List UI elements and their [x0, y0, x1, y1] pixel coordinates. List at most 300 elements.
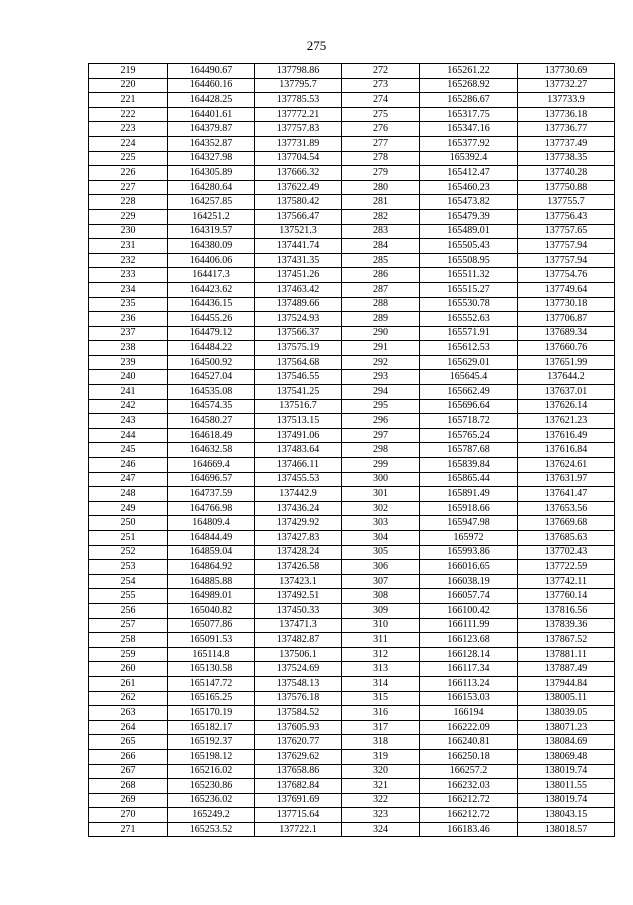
y-coordinate-cell: 137524.69: [255, 662, 342, 677]
x-coordinate-cell: 165505.43: [420, 239, 518, 254]
point-number-cell: 235: [89, 297, 168, 312]
x-coordinate-cell: 166016.65: [420, 560, 518, 575]
x-coordinate-cell: 165839.84: [420, 458, 518, 473]
table-row: [89, 209, 615, 224]
table-row: [89, 312, 615, 327]
y-coordinate-cell: 137702.43: [518, 545, 615, 560]
point-number-cell: 318: [342, 735, 420, 750]
table-row: [89, 735, 615, 750]
point-number-cell: 324: [342, 822, 420, 837]
y-coordinate-cell: 137548.13: [255, 676, 342, 691]
y-coordinate-cell: 137742.11: [518, 574, 615, 589]
x-coordinate-cell: 165165.25: [168, 691, 255, 706]
x-coordinate-cell: 165696.64: [420, 399, 518, 414]
point-number-cell: 258: [89, 633, 168, 648]
point-number-cell: 312: [342, 647, 420, 662]
y-coordinate-cell: 137491.06: [255, 428, 342, 443]
y-coordinate-cell: 137651.99: [518, 355, 615, 370]
point-number-cell: 249: [89, 501, 168, 516]
x-coordinate-cell: 165286.67: [420, 93, 518, 108]
point-number-cell: 256: [89, 603, 168, 618]
table-row: [89, 282, 615, 297]
x-coordinate-cell: 166117.34: [420, 662, 518, 677]
x-coordinate-cell: 165114.8: [168, 647, 255, 662]
y-coordinate-cell: 137757.83: [255, 122, 342, 137]
y-coordinate-cell: 138019.74: [518, 793, 615, 808]
y-coordinate-cell: 137704.54: [255, 151, 342, 166]
point-number-cell: 223: [89, 122, 168, 137]
x-coordinate-cell: 164423.62: [168, 282, 255, 297]
point-number-cell: 316: [342, 706, 420, 721]
x-coordinate-cell: 164535.08: [168, 385, 255, 400]
point-number-cell: 254: [89, 574, 168, 589]
y-coordinate-cell: 138019.74: [518, 764, 615, 779]
y-coordinate-cell: 137736.77: [518, 122, 615, 137]
y-coordinate-cell: 137867.52: [518, 633, 615, 648]
y-coordinate-cell: 138011.55: [518, 779, 615, 794]
point-number-cell: 243: [89, 414, 168, 429]
y-coordinate-cell: 137722.1: [255, 822, 342, 837]
table-row: [89, 443, 615, 458]
point-number-cell: 234: [89, 282, 168, 297]
table-row: [89, 93, 615, 108]
x-coordinate-cell: 165198.12: [168, 749, 255, 764]
x-coordinate-cell: 165130.58: [168, 662, 255, 677]
table-row: [89, 107, 615, 122]
x-coordinate-cell: 166194: [420, 706, 518, 721]
table-row: [89, 180, 615, 195]
point-number-cell: 319: [342, 749, 420, 764]
point-number-cell: 219: [89, 64, 168, 79]
y-coordinate-cell: 137483.64: [255, 443, 342, 458]
x-coordinate-cell: 165787.68: [420, 443, 518, 458]
point-number-cell: 305: [342, 545, 420, 560]
point-number-cell: 233: [89, 268, 168, 283]
point-number-cell: 279: [342, 166, 420, 181]
y-coordinate-cell: 137631.97: [518, 472, 615, 487]
y-coordinate-cell: 137541.25: [255, 385, 342, 400]
x-coordinate-cell: 166111.99: [420, 618, 518, 633]
y-coordinate-cell: 137436.24: [255, 501, 342, 516]
x-coordinate-cell: 164305.89: [168, 166, 255, 181]
x-coordinate-cell: 166232.03: [420, 779, 518, 794]
x-coordinate-cell: 166212.72: [420, 793, 518, 808]
x-coordinate-cell: 165077.86: [168, 618, 255, 633]
y-coordinate-cell: 137451.26: [255, 268, 342, 283]
table-row: [89, 720, 615, 735]
point-number-cell: 296: [342, 414, 420, 429]
table-row: [89, 370, 615, 385]
point-number-cell: 220: [89, 78, 168, 93]
table-row: [89, 516, 615, 531]
y-coordinate-cell: 137441.74: [255, 239, 342, 254]
y-coordinate-cell: 137772.21: [255, 107, 342, 122]
table-row: [89, 779, 615, 794]
point-number-cell: 252: [89, 545, 168, 560]
y-coordinate-cell: 137546.55: [255, 370, 342, 385]
table-row: [89, 399, 615, 414]
point-number-cell: 286: [342, 268, 420, 283]
x-coordinate-cell: 164460.16: [168, 78, 255, 93]
x-coordinate-cell: 165508.95: [420, 253, 518, 268]
y-coordinate-cell: 137626.14: [518, 399, 615, 414]
table-row: [89, 136, 615, 151]
table-row: [89, 822, 615, 837]
point-number-cell: 280: [342, 180, 420, 195]
y-coordinate-cell: 137506.1: [255, 647, 342, 662]
point-number-cell: 222: [89, 107, 168, 122]
point-number-cell: 264: [89, 720, 168, 735]
point-number-cell: 227: [89, 180, 168, 195]
table-row: [89, 589, 615, 604]
point-number-cell: 253: [89, 560, 168, 575]
point-number-cell: 283: [342, 224, 420, 239]
y-coordinate-cell: 137575.19: [255, 341, 342, 356]
coordinates-table-body: [89, 64, 615, 837]
x-coordinate-cell: 164737.59: [168, 487, 255, 502]
point-number-cell: 299: [342, 458, 420, 473]
y-coordinate-cell: 137754.76: [518, 268, 615, 283]
x-coordinate-cell: 164380.09: [168, 239, 255, 254]
y-coordinate-cell: 137706.87: [518, 312, 615, 327]
y-coordinate-cell: 137584.52: [255, 706, 342, 721]
x-coordinate-cell: 165317.75: [420, 107, 518, 122]
table-row: [89, 633, 615, 648]
point-number-cell: 307: [342, 574, 420, 589]
x-coordinate-cell: 165765.24: [420, 428, 518, 443]
point-number-cell: 244: [89, 428, 168, 443]
point-number-cell: 240: [89, 370, 168, 385]
x-coordinate-cell: 165972: [420, 531, 518, 546]
y-coordinate-cell: 137798.86: [255, 64, 342, 79]
x-coordinate-cell: 164527.04: [168, 370, 255, 385]
y-coordinate-cell: 138043.15: [518, 808, 615, 823]
x-coordinate-cell: 165479.39: [420, 209, 518, 224]
y-coordinate-cell: 137756.43: [518, 209, 615, 224]
point-number-cell: 300: [342, 472, 420, 487]
x-coordinate-cell: 165261.22: [420, 64, 518, 79]
table-row: [89, 808, 615, 823]
point-number-cell: 229: [89, 209, 168, 224]
table-row: [89, 428, 615, 443]
y-coordinate-cell: 137755.7: [518, 195, 615, 210]
x-coordinate-cell: 165645.4: [420, 370, 518, 385]
x-coordinate-cell: 166250.18: [420, 749, 518, 764]
x-coordinate-cell: 166113.24: [420, 676, 518, 691]
table-row: [89, 253, 615, 268]
x-coordinate-cell: 164479.12: [168, 326, 255, 341]
point-number-cell: 241: [89, 385, 168, 400]
point-number-cell: 297: [342, 428, 420, 443]
point-number-cell: 278: [342, 151, 420, 166]
table-row: [89, 385, 615, 400]
x-coordinate-cell: 165249.2: [168, 808, 255, 823]
point-number-cell: 248: [89, 487, 168, 502]
point-number-cell: 274: [342, 93, 420, 108]
x-coordinate-cell: 165530.78: [420, 297, 518, 312]
table-row: [89, 268, 615, 283]
y-coordinate-cell: 137757.94: [518, 253, 615, 268]
table-row: [89, 78, 615, 93]
y-coordinate-cell: 137616.84: [518, 443, 615, 458]
point-number-cell: 245: [89, 443, 168, 458]
table-row: [89, 793, 615, 808]
table-row: [89, 560, 615, 575]
y-coordinate-cell: 137733.9: [518, 93, 615, 108]
y-coordinate-cell: 137660.76: [518, 341, 615, 356]
x-coordinate-cell: 164251.2: [168, 209, 255, 224]
table-row: [89, 64, 615, 79]
y-coordinate-cell: 137566.47: [255, 209, 342, 224]
point-number-cell: 221: [89, 93, 168, 108]
x-coordinate-cell: 165629.01: [420, 355, 518, 370]
y-coordinate-cell: 137730.18: [518, 297, 615, 312]
x-coordinate-cell: 164401.61: [168, 107, 255, 122]
point-number-cell: 270: [89, 808, 168, 823]
x-coordinate-cell: 166038.19: [420, 574, 518, 589]
x-coordinate-cell: 165552.63: [420, 312, 518, 327]
x-coordinate-cell: 164766.98: [168, 501, 255, 516]
y-coordinate-cell: 137621.23: [518, 414, 615, 429]
y-coordinate-cell: 137489.66: [255, 297, 342, 312]
point-number-cell: 224: [89, 136, 168, 151]
table-row: [89, 676, 615, 691]
point-number-cell: 282: [342, 209, 420, 224]
y-coordinate-cell: 137524.93: [255, 312, 342, 327]
y-coordinate-cell: 137666.32: [255, 166, 342, 181]
y-coordinate-cell: 137689.34: [518, 326, 615, 341]
point-number-cell: 281: [342, 195, 420, 210]
point-number-cell: 263: [89, 706, 168, 721]
y-coordinate-cell: 137605.93: [255, 720, 342, 735]
point-number-cell: 302: [342, 501, 420, 516]
point-number-cell: 277: [342, 136, 420, 151]
point-number-cell: 236: [89, 312, 168, 327]
x-coordinate-cell: 165182.17: [168, 720, 255, 735]
x-coordinate-cell: 165515.27: [420, 282, 518, 297]
point-number-cell: 292: [342, 355, 420, 370]
point-number-cell: 239: [89, 355, 168, 370]
y-coordinate-cell: 138005.11: [518, 691, 615, 706]
table-row: [89, 618, 615, 633]
point-number-cell: 295: [342, 399, 420, 414]
y-coordinate-cell: 137516.7: [255, 399, 342, 414]
y-coordinate-cell: 138084.69: [518, 735, 615, 750]
point-number-cell: 265: [89, 735, 168, 750]
table-row: [89, 224, 615, 239]
y-coordinate-cell: 137737.49: [518, 136, 615, 151]
y-coordinate-cell: 137463.42: [255, 282, 342, 297]
table-row: [89, 531, 615, 546]
point-number-cell: 261: [89, 676, 168, 691]
y-coordinate-cell: 137691.69: [255, 793, 342, 808]
table-row: [89, 501, 615, 516]
point-number-cell: 269: [89, 793, 168, 808]
x-coordinate-cell: 165230.86: [168, 779, 255, 794]
y-coordinate-cell: 137839.36: [518, 618, 615, 633]
x-coordinate-cell: 164352.87: [168, 136, 255, 151]
x-coordinate-cell: 165147.72: [168, 676, 255, 691]
y-coordinate-cell: 137521.3: [255, 224, 342, 239]
y-coordinate-cell: 137566.37: [255, 326, 342, 341]
x-coordinate-cell: 164280.64: [168, 180, 255, 195]
y-coordinate-cell: 137576.18: [255, 691, 342, 706]
y-coordinate-cell: 137816.56: [518, 603, 615, 618]
point-number-cell: 250: [89, 516, 168, 531]
y-coordinate-cell: 137431.35: [255, 253, 342, 268]
y-coordinate-cell: 137887.49: [518, 662, 615, 677]
y-coordinate-cell: 137658.86: [255, 764, 342, 779]
point-number-cell: 304: [342, 531, 420, 546]
point-number-cell: 230: [89, 224, 168, 239]
point-number-cell: 311: [342, 633, 420, 648]
y-coordinate-cell: 137736.18: [518, 107, 615, 122]
y-coordinate-cell: 137881.11: [518, 647, 615, 662]
point-number-cell: 231: [89, 239, 168, 254]
table-row: [89, 574, 615, 589]
x-coordinate-cell: 166240.81: [420, 735, 518, 750]
y-coordinate-cell: 137513.15: [255, 414, 342, 429]
x-coordinate-cell: 164864.92: [168, 560, 255, 575]
y-coordinate-cell: 137622.49: [255, 180, 342, 195]
x-coordinate-cell: 164500.92: [168, 355, 255, 370]
x-coordinate-cell: 165473.82: [420, 195, 518, 210]
x-coordinate-cell: 164455.26: [168, 312, 255, 327]
y-coordinate-cell: 137471.3: [255, 618, 342, 633]
point-number-cell: 275: [342, 107, 420, 122]
x-coordinate-cell: 166153.03: [420, 691, 518, 706]
point-number-cell: 246: [89, 458, 168, 473]
point-number-cell: 315: [342, 691, 420, 706]
point-number-cell: 323: [342, 808, 420, 823]
x-coordinate-cell: 164809.4: [168, 516, 255, 531]
point-number-cell: 290: [342, 326, 420, 341]
point-number-cell: 291: [342, 341, 420, 356]
y-coordinate-cell: 138039.05: [518, 706, 615, 721]
y-coordinate-cell: 137423.1: [255, 574, 342, 589]
point-number-cell: 247: [89, 472, 168, 487]
x-coordinate-cell: 165993.86: [420, 545, 518, 560]
x-coordinate-cell: 165511.32: [420, 268, 518, 283]
point-number-cell: 285: [342, 253, 420, 268]
point-number-cell: 317: [342, 720, 420, 735]
x-coordinate-cell: 165268.92: [420, 78, 518, 93]
table-row: [89, 691, 615, 706]
point-number-cell: 289: [342, 312, 420, 327]
y-coordinate-cell: 137669.68: [518, 516, 615, 531]
x-coordinate-cell: 166183.46: [420, 822, 518, 837]
point-number-cell: 228: [89, 195, 168, 210]
point-number-cell: 322: [342, 793, 420, 808]
point-number-cell: 284: [342, 239, 420, 254]
point-number-cell: 257: [89, 618, 168, 633]
table-row: [89, 603, 615, 618]
y-coordinate-cell: 137740.28: [518, 166, 615, 181]
point-number-cell: 288: [342, 297, 420, 312]
y-coordinate-cell: 137682.84: [255, 779, 342, 794]
x-coordinate-cell: 165947.98: [420, 516, 518, 531]
table-row: [89, 764, 615, 779]
table-row: [89, 662, 615, 677]
x-coordinate-cell: 165040.82: [168, 603, 255, 618]
x-coordinate-cell: 164257.85: [168, 195, 255, 210]
point-number-cell: 320: [342, 764, 420, 779]
point-number-cell: 260: [89, 662, 168, 677]
x-coordinate-cell: 166222.09: [420, 720, 518, 735]
x-coordinate-cell: 165662.49: [420, 385, 518, 400]
point-number-cell: 321: [342, 779, 420, 794]
x-coordinate-cell: 165571.91: [420, 326, 518, 341]
x-coordinate-cell: 164574.35: [168, 399, 255, 414]
y-coordinate-cell: 137653.56: [518, 501, 615, 516]
point-number-cell: 306: [342, 560, 420, 575]
x-coordinate-cell: 165392.4: [420, 151, 518, 166]
x-coordinate-cell: 164632.58: [168, 443, 255, 458]
table-row: [89, 647, 615, 662]
y-coordinate-cell: 137564.68: [255, 355, 342, 370]
point-number-cell: 294: [342, 385, 420, 400]
x-coordinate-cell: 164319.57: [168, 224, 255, 239]
x-coordinate-cell: 164406.06: [168, 253, 255, 268]
x-coordinate-cell: 165377.92: [420, 136, 518, 151]
table-row: [89, 151, 615, 166]
x-coordinate-cell: 164327.98: [168, 151, 255, 166]
y-coordinate-cell: 137450.33: [255, 603, 342, 618]
point-number-cell: 232: [89, 253, 168, 268]
y-coordinate-cell: 137428.24: [255, 545, 342, 560]
x-coordinate-cell: 165460.23: [420, 180, 518, 195]
x-coordinate-cell: 164490.67: [168, 64, 255, 79]
y-coordinate-cell: 137492.51: [255, 589, 342, 604]
y-coordinate-cell: 137731.89: [255, 136, 342, 151]
x-coordinate-cell: 165253.52: [168, 822, 255, 837]
table-row: [89, 749, 615, 764]
point-number-cell: 238: [89, 341, 168, 356]
x-coordinate-cell: 164379.87: [168, 122, 255, 137]
x-coordinate-cell: 164417.3: [168, 268, 255, 283]
x-coordinate-cell: 166257.2: [420, 764, 518, 779]
coordinates-table: [88, 63, 615, 837]
y-coordinate-cell: 137442.9: [255, 487, 342, 502]
table-row: [89, 414, 615, 429]
point-number-cell: 293: [342, 370, 420, 385]
table-row: [89, 166, 615, 181]
y-coordinate-cell: 137732.27: [518, 78, 615, 93]
y-coordinate-cell: 137685.63: [518, 531, 615, 546]
point-number-cell: 298: [342, 443, 420, 458]
y-coordinate-cell: 137785.53: [255, 93, 342, 108]
x-coordinate-cell: 164484.22: [168, 341, 255, 356]
point-number-cell: 276: [342, 122, 420, 137]
x-coordinate-cell: 165718.72: [420, 414, 518, 429]
x-coordinate-cell: 164669.4: [168, 458, 255, 473]
x-coordinate-cell: 164859.04: [168, 545, 255, 560]
x-coordinate-cell: 165918.66: [420, 501, 518, 516]
point-number-cell: 271: [89, 822, 168, 837]
y-coordinate-cell: 138071.23: [518, 720, 615, 735]
x-coordinate-cell: 164428.25: [168, 93, 255, 108]
x-coordinate-cell: 165192.37: [168, 735, 255, 750]
point-number-cell: 303: [342, 516, 420, 531]
y-coordinate-cell: 137580.42: [255, 195, 342, 210]
x-coordinate-cell: 164580.27: [168, 414, 255, 429]
y-coordinate-cell: 137620.77: [255, 735, 342, 750]
point-number-cell: 287: [342, 282, 420, 297]
point-number-cell: 301: [342, 487, 420, 502]
x-coordinate-cell: 166057.74: [420, 589, 518, 604]
table-row: [89, 195, 615, 210]
x-coordinate-cell: 164436.15: [168, 297, 255, 312]
